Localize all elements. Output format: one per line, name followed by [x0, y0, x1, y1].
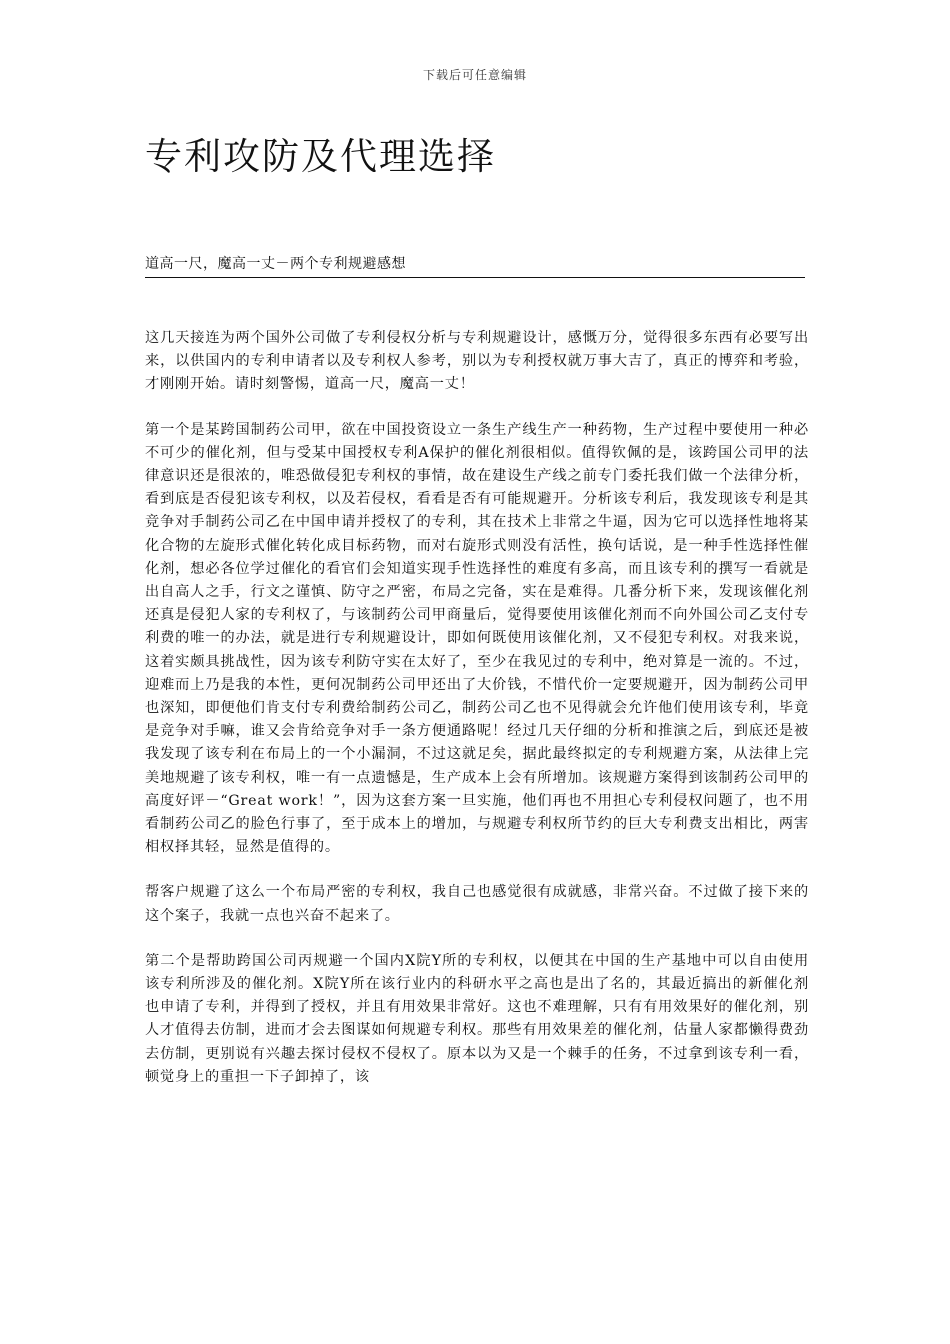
paragraph-case-two: 第二个是帮助跨国公司丙规避一个国内X院Y所的专利权，以便其在中国的生产基地中可以自由使用该专利所涉及的催化剂。X院Y所在该行业内的科研水平之高也是出了名的，其最近搞出的新催化剂也申请了专利，并得到了授权，并且有用效果非常好。这也不难理解，只有有用效果好的催化剂，别人才值得去仿制，进而才会去图谋如何规避专利权。那些有用效果差的催化剂，估量人家都懒得费劲去仿制，更别说有兴趣去探讨侵权不侵权了。原本以为又是一个棘手的任务，不过拿到该专利一看，顿觉身上的重担一下子卸掉了，该 — [145, 952, 809, 1085]
paragraph-transition: 帮客户规避了这么一个布局严密的专利权，我自己也感觉很有成就感，非常兴奋。不过做了接下来的这个案子，我就一点也兴奋不起来了。 — [145, 884, 809, 924]
header-note: 下载后可任意编辑 — [422, 68, 527, 82]
paragraph-intro: 这几天接连为两个国外公司做了专利侵权分析与专利规避设计，感慨万分，觉得很多东西有必要写出来，以供国内的专利申请者以及专利权人参考，别以为专利授权就万事大吉了，真正的博弈和考验，才刚刚开始。请时刻警惕，道高一尺，魔高一丈！ — [145, 330, 809, 393]
section-subtitle: 道高一尺，魔高一丈－两个专利规避感想 — [145, 253, 805, 278]
body-text — [145, 327, 809, 1111]
document-title: 专利攻防及代理选择 — [145, 135, 496, 178]
paragraph-case-one: 第一个是某跨国制药公司甲，欲在中国投资设立一条生产线生产一种药物，生产过程中要使用一种必不可少的催化剂，但与受某中国授权专利A保护的催化剂很相似。值得钦佩的是，该跨国公司甲的法律意识还是很浓的，唯恐做侵犯专利权的事情，故在建设生产线之前专门委托我们做一个法律分析，看到底是否侵犯该专利权，以及若侵权，看看是否有可能规避开。分析该专利后，我发现该专利是其竞争对手制药公司乙在中国申请并授权了的专利，其在技术上非常之牛逼，因为它可以选择性地将某化合物的左旋形式催化转化成目标药物，而对右旋形式则没有活性，换句话说，是一种手性选择性催化剂，想必各位学过催化的看官们会知道实现手性选择性的难度有多高，而且该专利的撰写一看就是出自高人之手，行文之谨慎、防守之严密，布局之完备，实在是难得。几番分析下来，发现该催化剂还真是侵犯人家的专利权了，与该制药公司甲商量后，觉得要使用该催化剂而不向外国公司乙支付专利费的唯一的办法，就是进行专利规避设计，即如何既使用该催化剂，又不侵犯专利权。对我来说，这着实颇具挑战性，因为该专利防守实在太好了，至少在我见过的专利中，绝对算是一流的。不过，迎难而上乃是我的本性，更何况制药公司甲还出了大价钱，不惜代价一定要规避开，因为制药公司甲也深知，即便他们肯支付专利费给制药公司乙，制药公司乙也不见得就会允许他们使用该专利，毕竟是竞争对手嘛，谁又会肯给竞争对手一条方便通路呢！经过几天仔细的分析和推演之后，到底还是被我发现了该专利在布局上的一个小漏洞，不过这就足矣，据此最终拟定的专利规避方案，从法律上完美地规避了该专利权，唯一有一点遗憾是，生产成本上会有所增加。该规避方案得到该制药公司甲的高度好评－“Great work！”，因为这套方案一旦实施，他们再也不用担心专利侵权问题了，也不用看制药公司乙的脸色行事了，至于成本上的增加，与规避专利权所节约的巨大专利费支出相比，两害相权择其轻，显然是值得的。 — [145, 421, 809, 856]
